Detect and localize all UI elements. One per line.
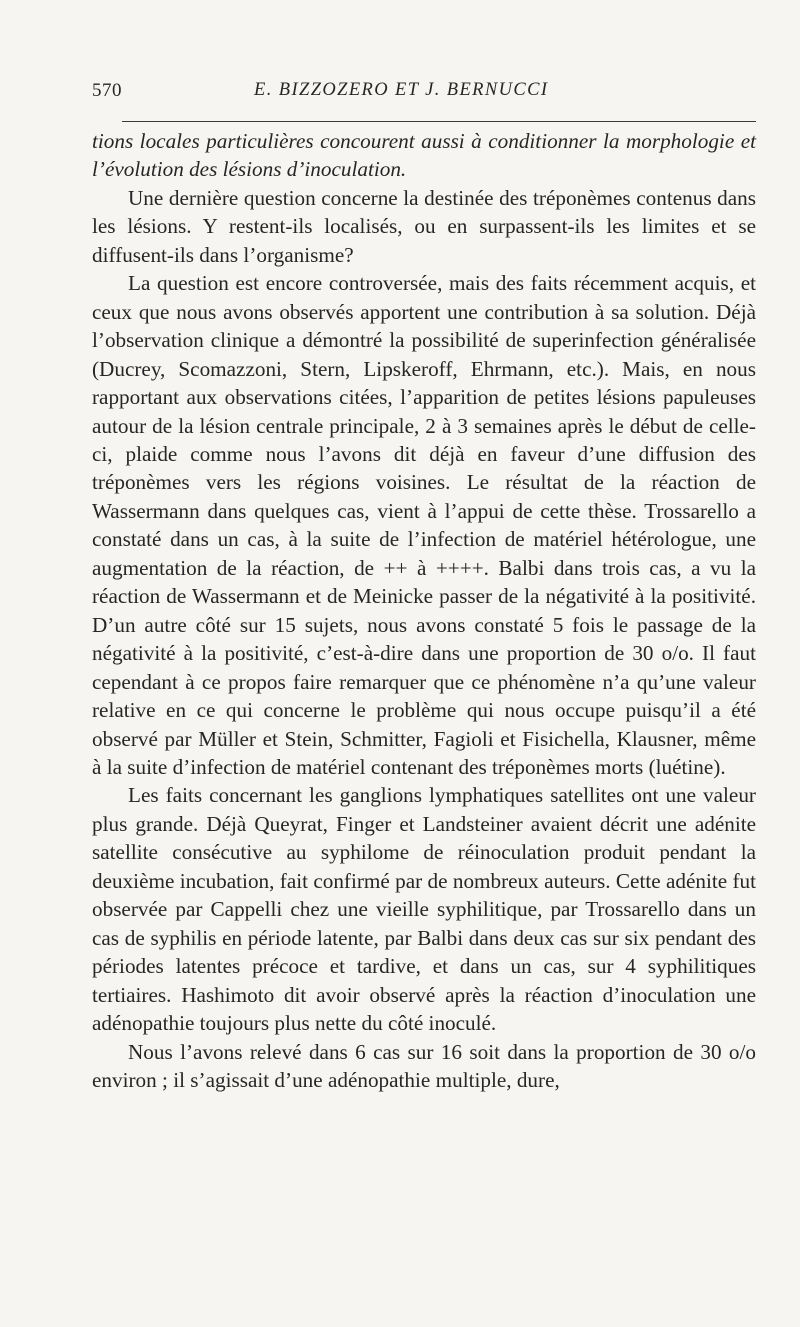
paragraph: La question est encore controversée, mais des faits récemment acquis, et ceux que nous avons observés apportent une contribution à sa solution. Déjà l’observation clinique a démontré la possibilité de superinfection généralisée (Ducrey, Scomazzoni, Stern, Lipskeroff, Ehrmann, etc.). Mais, en nous rapportant aux observations citées, l’apparition de petites lésions papuleuses autour de la lésion centrale principale, 2 à 3 semaines après le début de celle-ci, plaide comme nous l’avons dit déjà en faveur d’une diffusion des tréponèmes vers les régions voisines. Le résultat de la réaction de Wassermann dans quelques cas, vient à l’appui de cette thèse. Trossarello a constaté dans un cas, à la suite de l’infection de matériel hétérologue, une augmentation de la réaction, de ++ à ++++. Balbi dans trois cas, a vu la réaction de Wassermann et de Meinicke passer de la négativité à la positivité. D’un autre côté sur 15 sujets, nous avons constaté 5 fois le passage de la négativité à la positivité, c’est-à-dire dans une proportion de 30 o/o. Il faut cependant à ce propos faire remarquer que ce phénomène n’a qu’une valeur relative en ce qui concerne le problème qui nous occupe puisqu’il a été observé par Müller et Stein, Schmitter, Fagioli et Fisichella, Klausner, même à la suite d’infection de matériel contenant des tréponèmes morts (luétine). — [92, 271, 756, 779]
paragraph: Nous l’avons relevé dans 6 cas sur 16 soit dans la proportion de 30 o/o environ ; il s’agissait d’une adénopathie multiple, dure, — [92, 1039, 756, 1092]
page-number: 570 — [92, 80, 122, 101]
paragraph: Les faits concernant les ganglions lymphatiques satellites ont une valeur plus grande. Déjà Queyrat, Finger et Landsteiner avaient décrit une adénite satellite consécutive au syphilome de réinoculation produit pendant la deuxième incubation, fait confirmé par de nombreux auteurs. Cette adénite fut observée par Cappelli chez une vieille syphilitique, par Trossarello dans un cas de syphilis en période latente, par Balbi dans deux cas sur six pendant des périodes latentes précoce et tardive, et dans un cas, sur 4 syphilitiques tertiaires. Hashimoto dit avoir observé après la réaction d’inoculation une adénopathie toujours plus nette du côté inoculé. — [92, 783, 756, 1036]
page-header — [92, 80, 732, 110]
paragraph-continuation: tions locales particulières concourent aussi à conditionner la morphologie et l’évolution des lésions d’inoculation. — [92, 129, 756, 182]
running-title: E. BIZZOZERO ET J. BERNUCCI — [254, 80, 549, 100]
header-rule — [122, 121, 756, 122]
paragraph: Une dernière question concerne la destinée des tréponèmes contenus dans les lésions. Y restent-ils localisés, ou en surpassent-ils les limites et se diffusent-ils dans l’organisme? — [92, 185, 756, 267]
body-text — [92, 127, 756, 1094]
